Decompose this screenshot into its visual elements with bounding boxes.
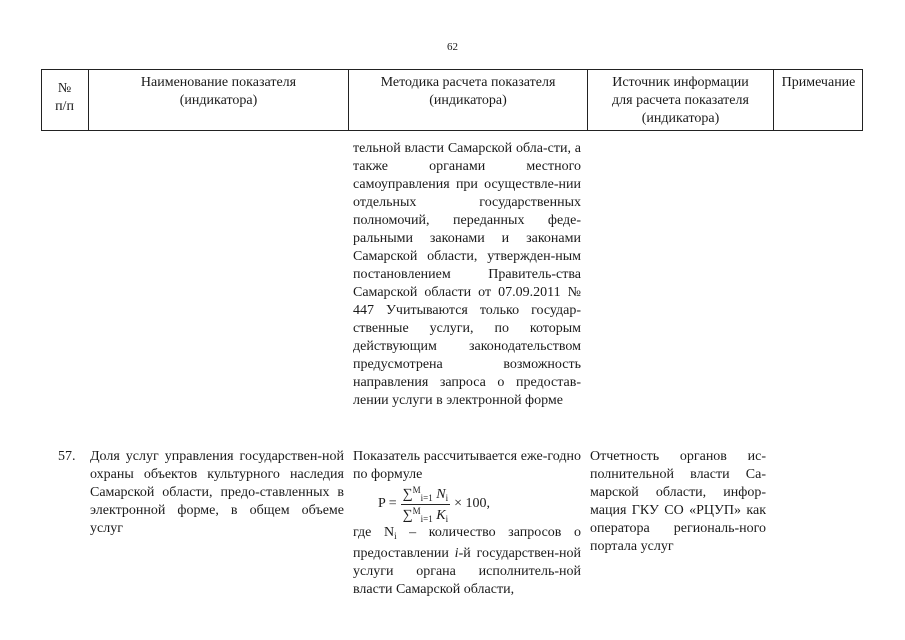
header-note: Примечание bbox=[781, 75, 856, 90]
formula-numerator: ∑$^M_{i=1}$ $N_i$ bbox=[402, 484, 449, 503]
header-calculation-method: Методика расчета показателя (индикатора) bbox=[380, 75, 556, 108]
formula-fraction bbox=[401, 485, 450, 524]
method-explanation: где $N_i$ – количество запросов о предоставлении i-й государствен-ной услуги органа исполнитель-ной власти Самарской области, bbox=[353, 525, 582, 597]
formula bbox=[378, 484, 578, 524]
formula-lhs: P = bbox=[378, 496, 397, 511]
indicator-name: Доля услуг управления государствен-ной охраны объектов культурного наследия Самарской области, предо-ставленных в электронной форме, в общем объеме услуг bbox=[90, 449, 344, 536]
header-number: № п/п bbox=[55, 81, 74, 114]
method-intro: Показатель рассчитывается еже-годно по формуле bbox=[353, 449, 581, 482]
continuation-method-text: тельной власти Самарской обла-сти, а также органами местного самоуправления при осуществле-нии отдельных государственных полномочий, переданных феде-ральными законами и законами Самарской области, утвержден-ным постановлением Правитель-ства Самарской области от 07.09.2011 № 447 Учитываются только государ-ственные услуги, по которым действующим законодательством предусмотрена возможность направления запроса о предостав-лении услуги в электронной форме bbox=[353, 141, 581, 408]
formula-denominator: ∑$^M_{i=1}$ $K_i$ bbox=[402, 505, 449, 524]
page-number: 62 bbox=[447, 41, 458, 53]
formula-tail: × 100, bbox=[454, 496, 491, 511]
information-source: Отчетность органов ис-полнительной власти Са-марской области, инфор-мация ГКУ СО «РЦУП» как оператора региональ-ного портала услуг bbox=[590, 449, 766, 554]
header-information-source: Источник информации для расчета показателя (индикатора) bbox=[612, 75, 749, 126]
header-indicator-name: Наименование показателя (индикатора) bbox=[140, 75, 297, 108]
row-number: 57. bbox=[58, 449, 76, 464]
